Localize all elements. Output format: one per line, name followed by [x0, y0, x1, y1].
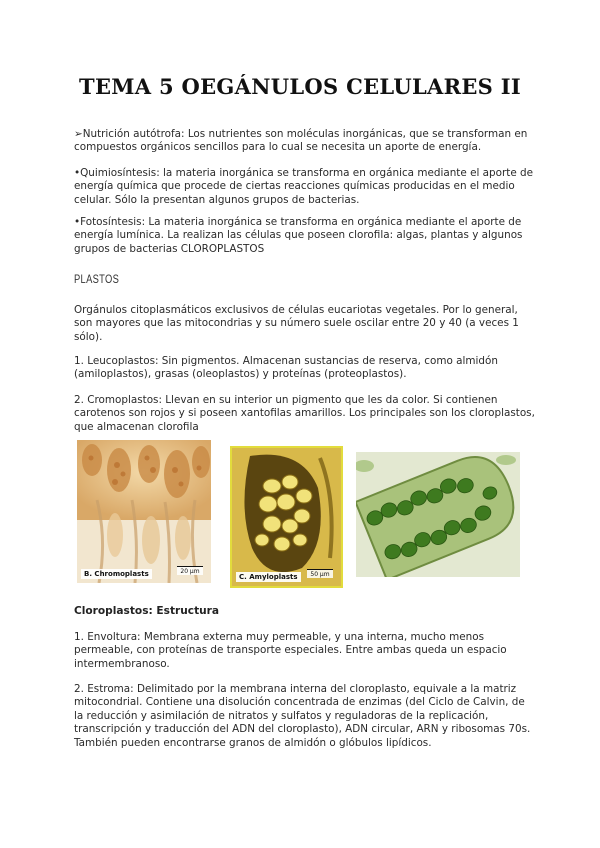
paragraph-leucoplastos: 1. Leucoplastos: Sin pigmentos. Almacenan sustancias de reserva, como almidón (amiloplastos), grasas (oleoplastos) y proteínas (proteoplastos).: [74, 355, 498, 381]
amyloplasts-scale-bar: 50 µm: [307, 569, 333, 578]
paragraph-nutricion: ➢Nutrición autótrofa: Los nutrientes son moléculas inorgánicas, que se transforman en compuestos orgánicos sencillos para lo cual se necesita un aporte de energía.: [74, 128, 528, 154]
paragraph-estroma: 2. Estroma: Delimitado por la membrana interna del cloroplasto, equivale a la matriz mitocondrial. Contiene una disolución concentrada de enzimas (del Ciclo de Calvin, de la reducción y asimilación de nitratos y sulfatos y reguladoras de la replicación, transcripción y traducción del ADN del cloroplasto), ADN circular, ARN y ribosomas 70s. También pueden encontrarse granos de almidón o glóbulos lipídicos.: [74, 683, 531, 749]
chromoplasts-caption: B. Chromoplasts: [81, 569, 152, 579]
amyloplasts-micrograph: [230, 446, 343, 588]
paragraph-quimiosintesis: •Quimiosíntesis: la materia inorgánica se transforma en orgánica mediante el aporte de energía química que procede de ciertas reacciones químicas producidas en el medio celular. Sólo la presentan algunos grupos de bacterias.: [74, 167, 534, 206]
chloroplasts-micrograph: [356, 452, 520, 577]
paragraph-organulos: Orgánulos citoplasmáticos exclusivos de células eucariotas vegetales. Por lo general, son mayores que las mitocondrias y su número suele oscilar entre 20 y 40 (a veces 1 sólo).: [74, 304, 519, 343]
paragraph-cromoplastos: 2. Cromoplastos: Llevan en su interior un pigmento que les da color. Si contienen carotenos son rojos y si poseen xantofilas amarillos. Los principales son los cloroplastos, que almacenan clorofila: [74, 394, 535, 433]
paragraph-envoltura: 1. Envoltura: Membrana externa muy permeable, y una interna, mucho menos permeable, con proteínas de transporte especiales. Entre ambas queda un espacio intermembranoso.: [74, 631, 507, 670]
section-heading-estructura: Cloroplastos: Estructura: [74, 605, 220, 617]
amyloplasts-caption: C. Amyloplasts: [236, 572, 301, 582]
section-heading-plastos: PLASTOS: [74, 272, 120, 286]
page-title: TEMA 5 OEGÁNULOS CELULARES II: [79, 74, 521, 99]
chromoplasts-micrograph: [77, 440, 211, 583]
paragraph-fotosintesis: •Fotosíntesis: La materia inorgánica se transforma en orgánica mediante el aporte de energía lumínica. La realizan las células que poseen clorofila: algas, plantas y algunos grupos de bacterias CLOROPLASTOS: [74, 216, 523, 255]
chromoplasts-scale-bar: 20 µm: [177, 566, 203, 575]
